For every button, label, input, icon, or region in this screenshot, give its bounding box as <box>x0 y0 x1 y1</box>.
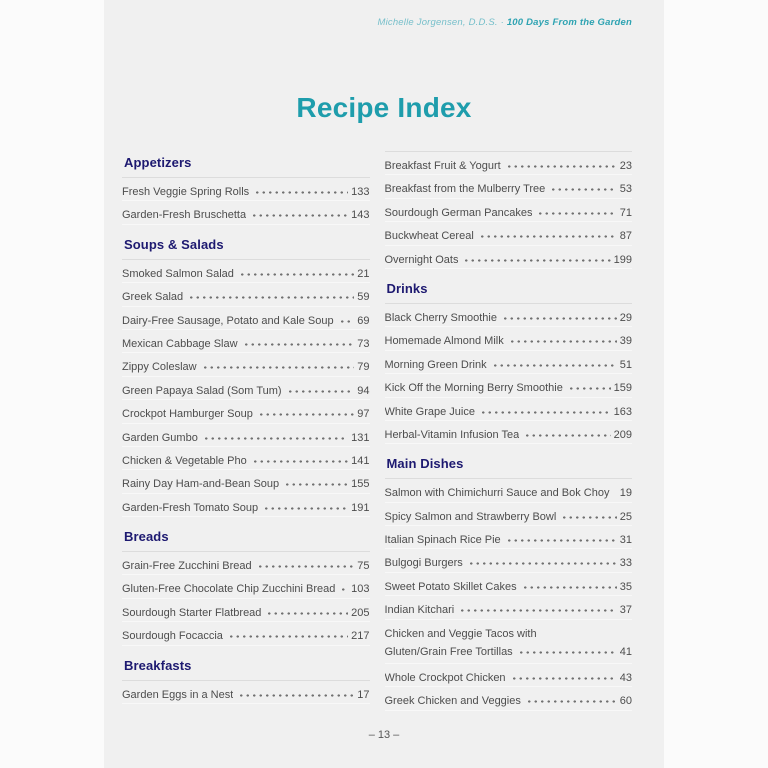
dot-leader <box>468 555 617 566</box>
entry-page-number: 209 <box>613 428 632 441</box>
entry-page-number: 59 <box>357 291 370 304</box>
dot-leader <box>340 581 348 592</box>
entry-page-number: 191 <box>351 501 370 514</box>
dot-leader <box>463 252 610 263</box>
entry-page-number: 141 <box>351 454 370 467</box>
dot-leader <box>243 336 355 347</box>
entry-title: Sourdough Focaccia <box>122 630 223 643</box>
dot-leader <box>188 289 354 300</box>
page-number-footer: – 13 – <box>368 729 400 741</box>
dot-leader <box>502 310 617 321</box>
dot-leader <box>561 509 616 520</box>
entry-page-number: 31 <box>619 534 632 547</box>
dot-leader <box>506 158 617 169</box>
index-entry <box>122 178 370 201</box>
index-entry <box>385 327 633 350</box>
entry-page-number: 87 <box>619 230 632 243</box>
entry-page-number: 103 <box>351 583 370 596</box>
index-entry <box>385 421 633 444</box>
section-heading: Soups & Salads <box>122 237 370 260</box>
dot-leader <box>254 184 348 195</box>
entry-title: Morning Green Drink <box>384 358 487 371</box>
dot-leader <box>506 532 617 543</box>
entry-page-number: 133 <box>351 186 370 198</box>
entry-page-number: 25 <box>619 510 632 523</box>
index-entry <box>385 351 633 374</box>
running-header-book-title: 100 Days From the Garden <box>506 17 632 28</box>
entry-title: Overnight Oats <box>384 253 459 266</box>
entry-page-number: 163 <box>613 405 632 418</box>
index-entry <box>385 573 633 596</box>
dot-leader <box>202 359 355 370</box>
entry-title: Kick Off the Morning Berry Smoothie <box>384 382 563 395</box>
entry-title: Garden-Fresh Tomato Soup <box>122 501 259 514</box>
index-entry <box>122 424 370 447</box>
entry-page-number: 21 <box>357 267 370 280</box>
entry-title: Fresh Veggie Spring Rolls <box>122 186 250 198</box>
dot-leader <box>550 181 616 192</box>
index-entry <box>385 687 633 710</box>
dot-leader <box>339 313 355 324</box>
index-entry <box>122 377 370 400</box>
dot-leader <box>459 602 617 613</box>
entry-page-number: 29 <box>619 311 632 324</box>
index-entry <box>385 664 633 687</box>
entry-page-number: 143 <box>351 209 370 222</box>
dot-leader <box>518 644 617 655</box>
entry-page-number: 39 <box>619 335 632 348</box>
index-entry <box>385 526 633 549</box>
dot-leader <box>522 579 617 590</box>
entry-page-number: 43 <box>619 672 632 685</box>
index-entry <box>385 199 633 222</box>
entry-title: Indian Kitchari <box>384 604 455 617</box>
entry-page-number: 69 <box>357 314 370 327</box>
dot-leader <box>258 406 354 417</box>
dot-leader <box>228 628 348 639</box>
entry-page-number: 35 <box>619 580 632 593</box>
index-entry <box>385 398 633 421</box>
entry-page-number: 51 <box>619 358 632 371</box>
index-entry <box>122 353 370 376</box>
page-title: Recipe Index <box>296 92 472 123</box>
dot-leader <box>284 476 348 487</box>
entry-page-number: 79 <box>357 361 370 374</box>
entry-title: Homemade Almond Milk <box>384 335 504 348</box>
entry-title: Chicken & Vegetable Pho <box>122 454 247 467</box>
index-entry <box>122 400 370 423</box>
dot-leader <box>524 427 610 438</box>
index-entry <box>122 330 370 353</box>
entry-page-number: 155 <box>351 478 370 491</box>
dot-leader <box>511 670 617 681</box>
index-entry <box>385 374 633 397</box>
entry-title: Garden Eggs in a Nest <box>122 688 234 701</box>
entry-title: Salmon with Chimichurri Sauce and Bok Choy <box>384 487 610 500</box>
dot-leader <box>479 228 617 239</box>
index-columns <box>104 124 664 711</box>
entry-page-number: 41 <box>619 645 632 658</box>
index-entry <box>385 596 633 619</box>
dot-leader <box>537 205 616 216</box>
entry-title: White Grape Juice <box>384 405 475 418</box>
index-entry <box>385 222 633 245</box>
index-entry <box>385 152 633 175</box>
index-entry <box>122 622 370 645</box>
entry-page-number: 33 <box>619 557 632 570</box>
entry-title: Mexican Cabbage Slaw <box>122 337 238 350</box>
index-entry <box>122 575 370 598</box>
entry-title: Green Papaya Salad (Som Tum) <box>122 384 282 397</box>
entry-title: Smoked Salmon Salad <box>122 267 234 280</box>
index-entry <box>122 494 370 517</box>
index-entry <box>122 201 370 224</box>
index-entry <box>122 283 370 306</box>
dot-leader <box>509 333 617 344</box>
index-entry <box>385 175 633 198</box>
entry-title: Buckwheat Cereal <box>384 230 474 243</box>
entry-title: Garden Gumbo <box>122 431 198 444</box>
running-header-separator: · <box>497 17 507 28</box>
entry-page-number: 23 <box>619 160 632 172</box>
entry-page-number: 217 <box>351 630 370 643</box>
dot-leader <box>526 693 617 704</box>
dot-leader <box>203 430 348 441</box>
entry-page-number: 159 <box>613 382 632 395</box>
entry-page-number: 75 <box>357 560 370 573</box>
entry-page-number: 17 <box>357 688 370 701</box>
document-page <box>104 0 664 768</box>
running-header <box>377 17 632 28</box>
index-entry <box>385 641 633 663</box>
entry-title: Breakfast Fruit & Yogurt <box>384 160 501 172</box>
entry-page-number: 73 <box>357 337 370 350</box>
entry-page-number: 97 <box>357 408 370 421</box>
index-entry <box>122 447 370 470</box>
dot-leader <box>480 404 611 415</box>
entry-title: Gluten-Free Chocolate Chip Zucchini Bread <box>122 583 336 596</box>
index-entry <box>385 503 633 526</box>
entry-title-line1: Chicken and Veggie Tacos with <box>384 627 537 640</box>
entry-page-number: 94 <box>357 384 370 397</box>
entry-title: Sweet Potato Skillet Cakes <box>384 580 517 593</box>
dot-leader <box>263 500 348 511</box>
entry-title: Spicy Salmon and Strawberry Bowl <box>384 510 557 523</box>
dot-leader <box>252 453 348 464</box>
entry-title: Greek Salad <box>122 291 184 304</box>
entry-title: Black Cherry Smoothie <box>384 311 497 324</box>
entry-title: Greek Chicken and Veggies <box>384 695 521 708</box>
dot-leader <box>615 485 617 496</box>
index-entry <box>385 549 633 572</box>
entry-page-number: 71 <box>619 206 632 219</box>
dot-leader <box>239 266 354 277</box>
entry-title: Sourdough German Pancakes <box>384 206 533 219</box>
entry-page-number: 199 <box>613 253 632 266</box>
entry-title: Dairy-Free Sausage, Potato and Kale Soup <box>122 314 334 327</box>
section-heading: Main Dishes <box>385 456 633 479</box>
index-entry <box>122 552 370 575</box>
index-entry <box>122 260 370 283</box>
section-heading: Breakfasts <box>122 658 370 681</box>
index-column-right <box>385 150 633 711</box>
entry-title: Bulgogi Burgers <box>384 557 463 570</box>
entry-page-number: 60 <box>619 695 632 708</box>
index-entry-two-line <box>385 620 633 664</box>
running-header-author: Michelle Jorgensen, D.D.S. <box>377 17 498 28</box>
dot-leader <box>287 383 355 394</box>
entry-title: Breakfast from the Mulberry Tree <box>384 183 546 196</box>
index-entry <box>385 479 633 502</box>
entry-title: Herbal-Vitamin Infusion Tea <box>384 428 520 441</box>
entry-title: Garden-Fresh Bruschetta <box>122 209 247 222</box>
dot-leader <box>251 207 348 218</box>
index-entry <box>385 304 633 327</box>
dot-leader <box>266 605 348 616</box>
entry-title: Sourdough Starter Flatbread <box>122 606 262 619</box>
dot-leader <box>238 687 354 698</box>
index-entry <box>122 307 370 330</box>
entry-page-number: 53 <box>619 183 632 196</box>
dot-leader <box>568 380 611 391</box>
index-column-left <box>122 150 370 711</box>
index-entry <box>122 599 370 622</box>
section-heading: Appetizers <box>122 155 370 178</box>
section-heading: Drinks <box>385 281 633 304</box>
entry-page-number: 19 <box>619 487 632 500</box>
dot-leader <box>492 357 617 368</box>
entry-title: Italian Spinach Rice Pie <box>384 534 501 547</box>
entry-title: Grain-Free Zucchini Bread <box>122 560 252 573</box>
section-heading: Breads <box>122 529 370 552</box>
dot-leader <box>257 558 355 569</box>
index-entry <box>385 246 633 269</box>
index-entry <box>122 470 370 493</box>
entry-title: Gluten/Grain Free Tortillas <box>384 645 513 658</box>
entry-title: Rainy Day Ham-and-Bean Soup <box>122 478 280 491</box>
entry-page-number: 205 <box>351 606 370 619</box>
entry-title: Crockpot Hamburger Soup <box>122 408 253 421</box>
entry-title: Whole Crockpot Chicken <box>384 672 506 685</box>
entry-page-number: 131 <box>351 431 370 444</box>
index-entry <box>122 681 370 704</box>
entry-title: Zippy Coleslaw <box>122 361 197 374</box>
entry-page-number: 37 <box>619 604 632 617</box>
